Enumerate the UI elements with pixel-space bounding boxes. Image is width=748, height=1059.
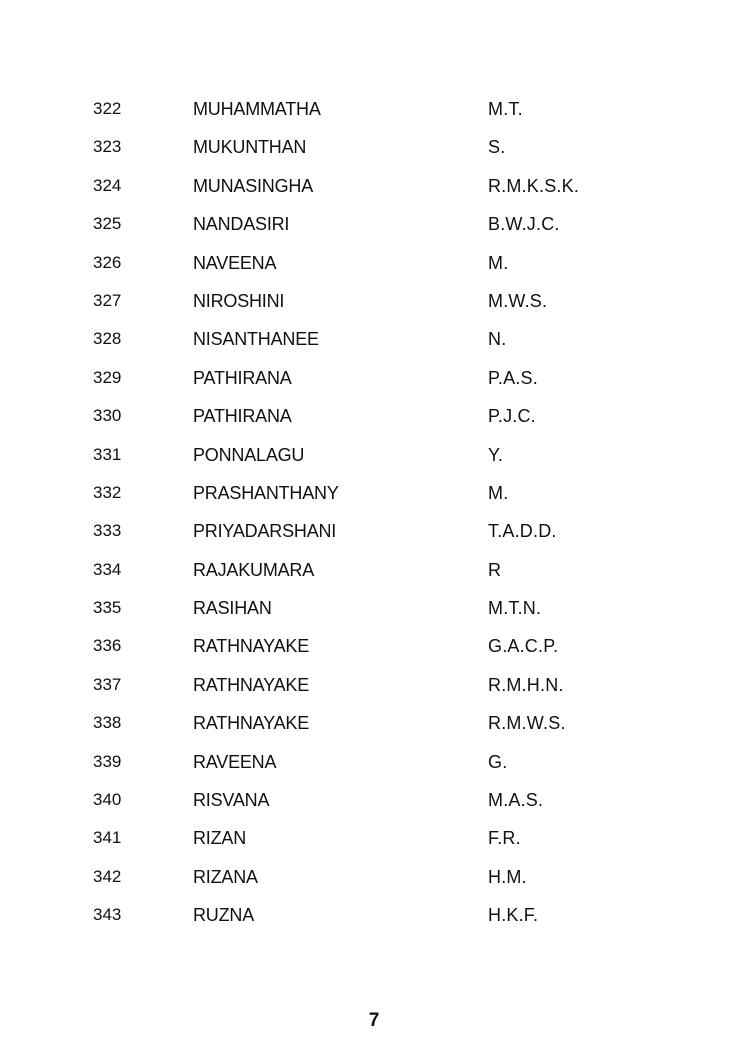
row-number: 335	[93, 598, 122, 618]
row-surname: MUNASINGHA	[193, 175, 314, 196]
list-row	[0, 858, 748, 896]
list-row	[0, 819, 748, 857]
row-number: 341	[93, 828, 122, 848]
row-surname: RIZAN	[193, 828, 247, 849]
row-initials: P.A.S.	[488, 367, 538, 388]
list-row	[0, 436, 748, 474]
row-surname: NIROSHINI	[193, 290, 285, 311]
row-initials: T.A.D.D.	[488, 521, 557, 542]
row-surname: PRIYADARSHANI	[193, 521, 337, 542]
list-row	[0, 512, 748, 550]
row-surname: NANDASIRI	[193, 214, 290, 235]
row-surname: RAVEENA	[193, 751, 277, 772]
row-surname: MUHAMMATHA	[193, 99, 321, 119]
row-initials: H.K.F.	[488, 905, 539, 926]
row-initials: R	[488, 559, 502, 580]
row-initials: M.	[488, 482, 509, 503]
row-number: 324	[93, 175, 122, 195]
row-number: 334	[93, 559, 122, 579]
row-surname: PATHIRANA	[193, 406, 292, 427]
row-initials: G.	[488, 751, 508, 772]
row-initials: F.R.	[488, 828, 521, 849]
list-row	[0, 359, 748, 397]
row-number: 340	[93, 790, 122, 810]
row-number: 333	[93, 521, 122, 541]
row-number: 322	[93, 99, 122, 118]
row-surname: RASIHAN	[193, 598, 272, 619]
list-row	[0, 320, 748, 358]
row-surname: RATHNAYAKE	[193, 636, 310, 657]
list-row	[0, 551, 748, 589]
row-initials: R.M.H.N.	[488, 674, 564, 695]
list-row	[0, 90, 748, 128]
row-initials: Y.	[488, 444, 504, 465]
list-row	[0, 282, 748, 320]
row-number: 342	[93, 866, 122, 886]
row-number: 327	[93, 290, 122, 310]
row-initials: S.	[488, 137, 506, 158]
name-list	[0, 90, 748, 935]
row-initials: P.J.C.	[488, 406, 536, 427]
row-surname: PRASHANTHANY	[193, 482, 339, 503]
row-number: 343	[93, 905, 122, 925]
row-initials: M.T.	[488, 99, 523, 119]
row-number: 336	[93, 636, 122, 656]
list-row	[0, 781, 748, 819]
list-row	[0, 896, 748, 934]
list-row	[0, 397, 748, 435]
list-row	[0, 589, 748, 627]
row-number: 325	[93, 214, 122, 234]
list-row	[0, 128, 748, 166]
page-number: 7	[368, 1010, 380, 1031]
row-number: 326	[93, 252, 122, 272]
row-surname: RATHNAYAKE	[193, 674, 310, 695]
row-initials: B.W.J.C.	[488, 214, 560, 235]
row-initials: M.A.S.	[488, 790, 544, 811]
row-surname: NAVEENA	[193, 252, 277, 273]
list-row	[0, 743, 748, 781]
row-surname: RISVANA	[193, 790, 270, 811]
row-initials: M.W.S.	[488, 290, 548, 311]
row-surname: NISANTHANEE	[193, 329, 319, 350]
row-surname: PONNALAGU	[193, 444, 305, 465]
row-initials: R.M.K.S.K.	[488, 175, 580, 196]
list-row	[0, 244, 748, 282]
row-initials: M.T.N.	[488, 598, 542, 619]
list-row	[0, 666, 748, 704]
row-initials: N.	[488, 329, 507, 350]
row-initials: G.A.C.P.	[488, 636, 559, 657]
row-number: 332	[93, 482, 122, 502]
row-number: 331	[93, 444, 122, 464]
row-surname: RATHNAYAKE	[193, 713, 310, 734]
list-row	[0, 627, 748, 665]
row-number: 328	[93, 329, 122, 349]
row-initials: H.M.	[488, 866, 527, 887]
row-surname: RAJAKUMARA	[193, 559, 315, 580]
row-surname: RUZNA	[193, 905, 254, 926]
row-surname: RIZANA	[193, 866, 258, 887]
row-number: 338	[93, 713, 122, 733]
list-row	[0, 167, 748, 205]
list-row	[0, 704, 748, 742]
row-surname: MUKUNTHAN	[193, 137, 307, 158]
row-number: 329	[93, 367, 122, 387]
list-row	[0, 205, 748, 243]
row-number: 323	[93, 137, 122, 157]
row-initials: R.M.W.S.	[488, 713, 566, 734]
row-surname: PATHIRANA	[193, 367, 292, 388]
row-number: 337	[93, 674, 122, 694]
row-initials: M.	[488, 252, 509, 273]
row-number: 339	[93, 751, 122, 771]
list-row	[0, 474, 748, 512]
row-number: 330	[93, 406, 122, 426]
